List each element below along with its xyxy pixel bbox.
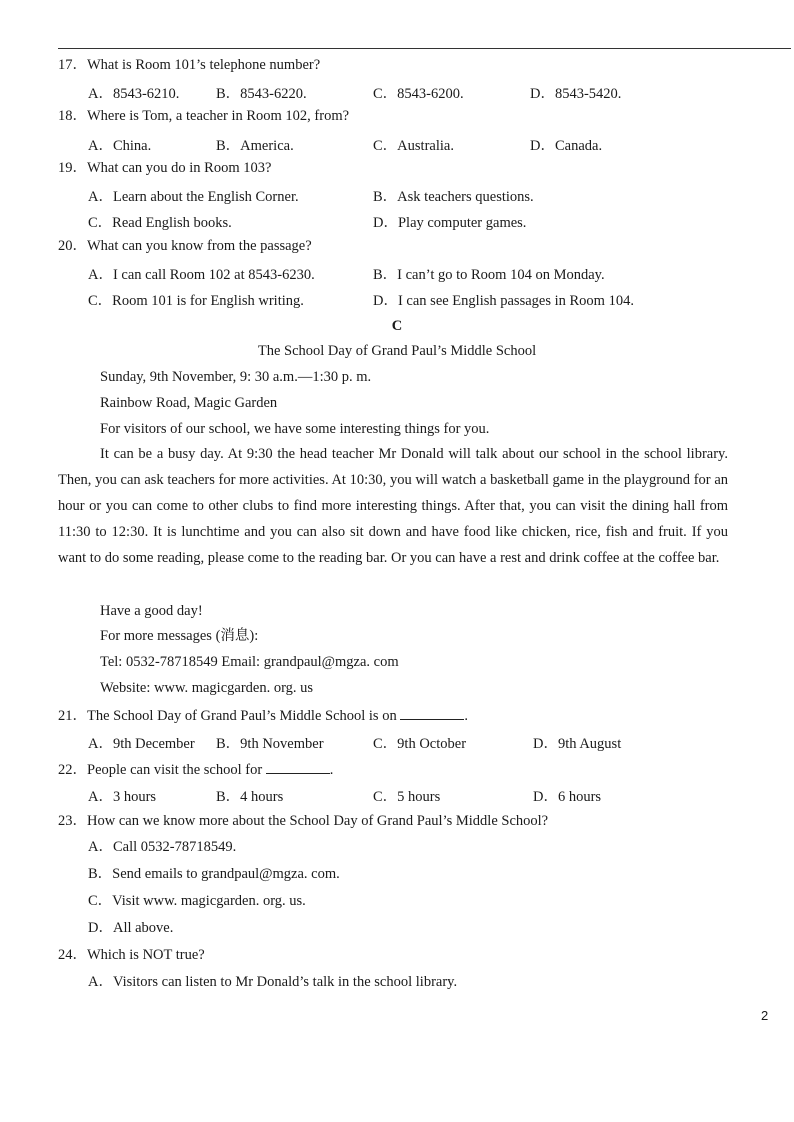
question-21-stem (58, 705, 468, 725)
q17-option-c: C．8543-6200. (373, 86, 464, 102)
event-place-line: Rainbow Road, Magic Garden (100, 395, 278, 411)
more-messages-line: For more messages (消息): (100, 628, 259, 644)
q19-option-b: B．Ask teachers questions. (373, 189, 534, 205)
q24-option-a: A．Visitors can listen to Mr Donald’s talk in the school library. (88, 974, 458, 990)
passage-paragraph: It can be a busy day. At 9:30 the head teacher Mr Donald will talk about our school in the school library. Then, you can ask teachers for more activities. At 10:30, you will watch a basketball game in the playground for an hour or you can come to other clubs to find more interesting things. After that, you can visit the dining hall from 11:30 to 12:30. It is lunchtime and you can also sit down and have food like chicken, rice, fish and fruit. If you want to do some reading, please come to the reading bar. Or you can have a rest and drink coffee at the coffee bar. (58, 446, 728, 566)
q21-answer-blank (400, 705, 464, 720)
q20-option-b: B．I can’t go to Room 104 on Monday. (373, 267, 605, 283)
q17-option-d: D．8543-5420. (530, 86, 622, 102)
q19-option-a: A．Learn about the English Corner. (88, 189, 299, 205)
q20-option-d: D．I can see English passages in Room 104. (373, 293, 634, 309)
q20-option-c: C．Room 101 is for English writing. (88, 293, 304, 309)
q22-option-d: D．6 hours (533, 789, 602, 805)
q18-option-a: A．China. (88, 138, 152, 154)
q21-option-c: C．9th October (373, 736, 467, 752)
q21-option-b: B．9th November (216, 736, 324, 752)
question-20-stem: 20．What can you know from the passage? (58, 238, 312, 254)
q17-option-a: A．8543-6210. (88, 86, 180, 102)
q18-option-d: D．Canada. (530, 138, 603, 154)
q21-option-a: A．9th December (88, 736, 195, 752)
top-rule (58, 48, 791, 49)
question-24-stem: 24．Which is NOT true? (58, 947, 205, 963)
q23-option-a: A．Call 0532-78718549. (88, 839, 237, 855)
q21-option-d: D．9th August (533, 736, 622, 752)
section-title: The School Day of Grand Paul’s Middle School (257, 343, 537, 359)
q22-answer-blank (266, 759, 330, 774)
question-23-stem: 23．How can we know more about the School Day of Grand Paul’s Middle School? (58, 813, 549, 829)
closing-line: Have a good day! (100, 603, 203, 619)
question-19-stem: 19．What can you do in Room 103? (58, 160, 272, 176)
q23-option-b: B．Send emails to grandpaul@mgza. com. (88, 866, 340, 882)
q19-option-c: C．Read English books. (88, 215, 232, 231)
q21-stem-end: . (464, 708, 468, 724)
q20-option-a: A．I can call Room 102 at 8543-6230. (88, 267, 315, 283)
website-line: Website: www. magicgarden. org. us (100, 680, 314, 696)
question-17-stem: 17．What is Room 101’s telephone number? (58, 57, 321, 73)
q18-option-c: C．Australia. (373, 138, 454, 154)
contact-line: Tel: 0532-78718549 Email: grandpaul@mgza. com (100, 654, 399, 670)
question-22-stem (58, 759, 333, 779)
q23-option-c: C．Visit www. magicgarden. org. us. (88, 893, 306, 909)
question-18-stem: 18．Where is Tom, a teacher in Room 102, from? (58, 108, 350, 124)
q21-stem-text: 21．The School Day of Grand Paul’s Middle School is on (58, 708, 397, 724)
q22-stem-text: 22．People can visit the school for (58, 762, 263, 778)
q22-stem-end: . (329, 762, 334, 778)
page-number: 2 (761, 1008, 769, 1023)
event-intro-line: For visitors of our school, we have some interesting things for you. (100, 421, 490, 437)
q19-option-d: D．Play computer games. (373, 215, 527, 231)
q23-option-d: D．All above. (88, 920, 174, 936)
q22-option-b: B．4 hours (216, 789, 284, 805)
section-letter: C (391, 318, 403, 334)
q18-option-b: B．America. (216, 138, 294, 154)
q22-option-c: C．5 hours (373, 789, 441, 805)
event-date-line: Sunday, 9th November, 9: 30 a.m.—1:30 p. m. (100, 369, 372, 385)
q22-option-a: A．3 hours (88, 789, 157, 805)
q17-option-b: B．8543-6220. (216, 86, 307, 102)
